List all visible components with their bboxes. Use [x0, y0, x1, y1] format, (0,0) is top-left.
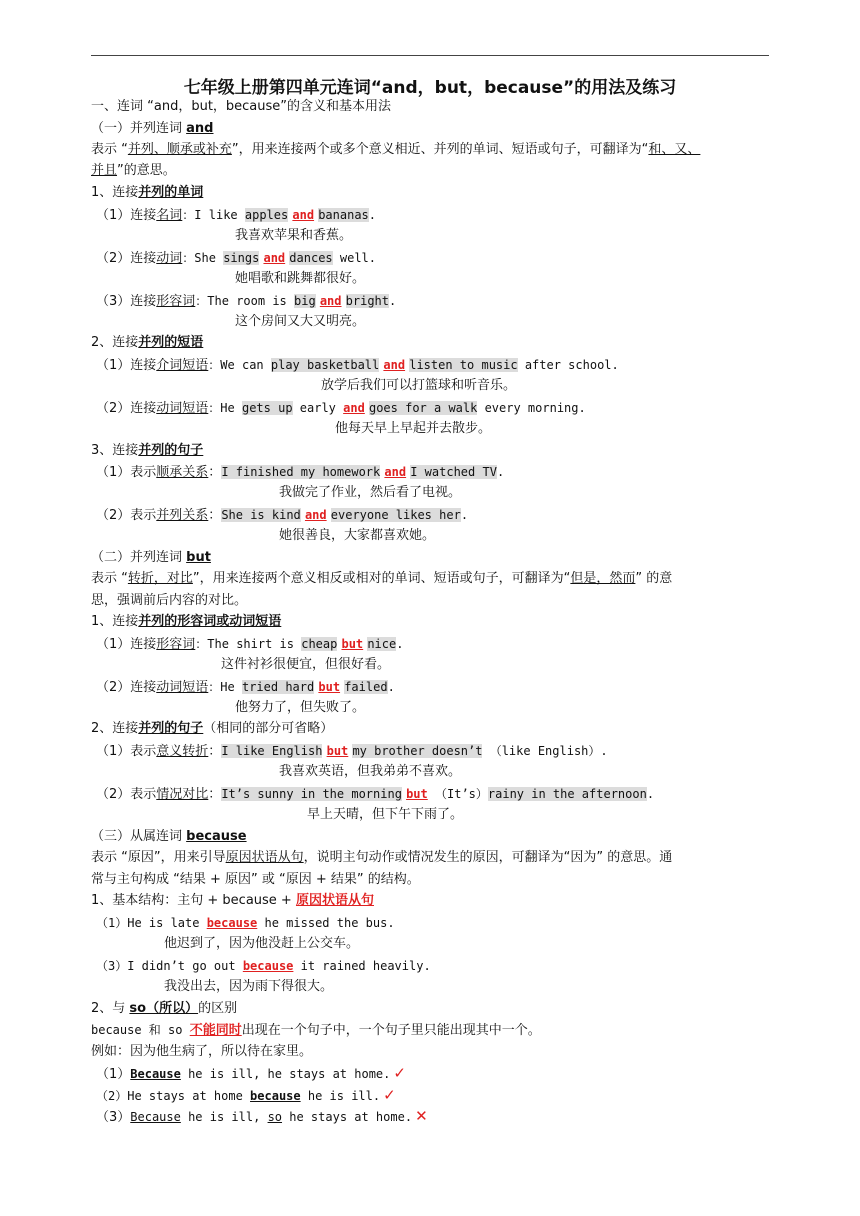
header-rule: [91, 55, 769, 56]
and-heading: （一）并列连词 and: [91, 121, 214, 136]
check-mark-icon: ✓: [393, 1064, 406, 1082]
but-description: 表示 “转折，对比”，用来连接两个意义相反或相对的单词、短语或句子，可翻译为“但是，然而” 的意: [91, 571, 673, 586]
but-sub2: 2、连接并列的句子（相同的部分可省略）: [91, 721, 334, 736]
check-mark-icon: ✓: [383, 1086, 396, 1104]
and-description-cont: 并且”的意思。: [91, 163, 176, 178]
translation: 他努力了，但失败了。: [235, 700, 366, 715]
example-line: （1）Because he is ill, he stays at home. ✓: [96, 1064, 406, 1082]
example-line: （3）连接形容词：The room is big and bright.: [96, 294, 397, 309]
translation: 他迟到了，因为他没赶上公交车。: [164, 936, 360, 951]
example-line: （3）I didn’t go out because it rained heavily.: [96, 959, 431, 973]
translation: 我喜欢苹果和香蕉。: [235, 228, 353, 243]
page-title: 七年级上册第四单元连词“and，but，because”的用法及练习: [183, 78, 677, 98]
example-line: （2）He stays at home because he is ill. ✓: [96, 1086, 396, 1104]
because-description: 表示 “原因”，用来引导原因状语从句，说明主句动作或情况发生的原因，可翻译为“因为” 的意思。通: [91, 850, 673, 865]
because-description-cont: 常与主句构成 “结果 + 原因” 或 “原因 + 结果” 的结构。: [91, 872, 420, 887]
but-heading: （二）并列连词 but: [91, 550, 211, 565]
example-line: （2）表示情况对比：It’s sunny in the morning but （It’s）rainy in the afternoon.: [96, 787, 655, 802]
because-sub1: 1、基本结构：主句 + because + 原因状语从句: [91, 893, 374, 908]
example-line: （1）连接名词：I like apples and bananas.: [96, 208, 377, 223]
translation: 我做完了作业，然后看了电视。: [279, 485, 462, 500]
and-description: 表示 “并列、顺承或补充”，用来连接两个或多个意义相近、并列的单词、短语或句子，可翻译为“和、又、: [91, 142, 701, 157]
example-line: （2）表示并列关系：She is kind and everyone likes her.: [96, 508, 469, 523]
translation: 早上天晴，但下午下雨了。: [307, 807, 464, 822]
example-line: （2）连接动词：She sings and dances well.: [96, 251, 377, 266]
translation: 这个房间又大又明亮。: [235, 314, 366, 329]
example-line: （1）连接形容词：The shirt is cheap but nice.: [96, 637, 404, 652]
translation: 我喜欢英语，但我弟弟不喜欢。: [279, 764, 462, 779]
and-sub1: 1、连接并列的单词: [91, 185, 204, 200]
cross-mark-icon: ✕: [415, 1107, 428, 1125]
because-sub2: 2、与 so（所以）的区别: [91, 1001, 238, 1016]
translation: 她很善良，大家都喜欢她。: [279, 528, 436, 543]
but-description-cont: 思，强调前后内容的对比。: [91, 593, 248, 608]
example-line: （1）表示意义转折：I like English but my brother doesn’t （like English）.: [96, 744, 608, 759]
example-intro: 例如：因为他生病了，所以待在家里。: [91, 1044, 313, 1059]
and-sub3: 3、连接并列的句子: [91, 443, 204, 458]
translation: 放学后我们可以打篮球和听音乐。: [321, 378, 517, 393]
translation: 这件衬衫很便宜，但很好看。: [221, 657, 391, 672]
section-heading: 一、连词 “and，but，because”的含义和基本用法: [91, 99, 392, 114]
example-line: （2）连接动词短语：He tried hard but failed.: [96, 680, 395, 695]
rule-line: because 和 so 不能同时出现在一个句子中，一个句子里只能出现其中一个。: [91, 1023, 541, 1038]
example-line: （1）He is late because he missed the bus.: [96, 916, 395, 930]
but-sub1: 1、连接并列的形容词或动词短语: [91, 614, 282, 629]
example-line: （1）表示顺承关系：I finished my homework and I watched TV.: [96, 465, 505, 480]
translation: 我没出去，因为雨下得很大。: [164, 979, 334, 994]
example-line: （3）Because he is ill, so he stays at home. ✕: [96, 1107, 428, 1125]
translation: 他每天早上早起并去散步。: [335, 421, 492, 436]
example-line: （2）连接动词短语：He gets up early and goes for a walk every morning.: [96, 401, 586, 416]
and-sub2: 2、连接并列的短语: [91, 335, 204, 350]
example-line: （1）连接介词短语：We can play basketball and listen to music after school.: [96, 358, 619, 373]
because-heading: （三）从属连词 because: [91, 829, 247, 844]
translation: 她唱歌和跳舞都很好。: [235, 271, 366, 286]
